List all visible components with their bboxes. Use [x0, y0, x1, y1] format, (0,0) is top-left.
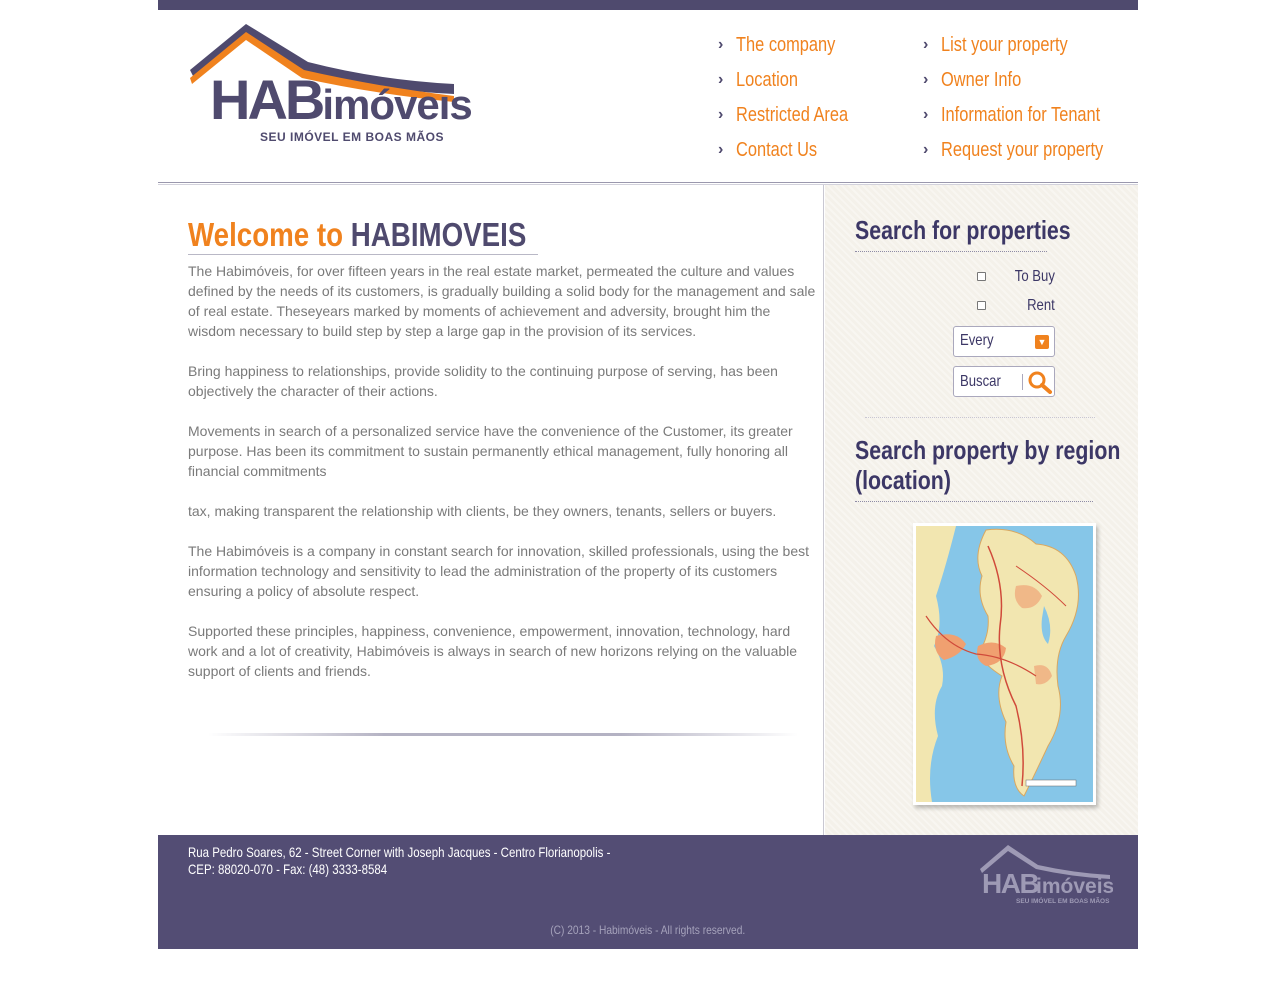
logo-wordmark: HABimóveis — [210, 68, 472, 131]
logo[interactable] — [188, 22, 472, 144]
region-title-underline — [855, 501, 1093, 502]
property-type-select[interactable] — [953, 326, 1055, 357]
chevron-right-icon: › — [718, 141, 724, 158]
title-underline — [188, 254, 538, 255]
nav-item-owner-info[interactable]: › Owner Info — [923, 69, 1022, 91]
main-content — [158, 185, 824, 835]
page — [158, 0, 1138, 949]
nav-item-location[interactable]: › Location — [718, 69, 799, 91]
search-box — [953, 366, 1055, 397]
search-input[interactable] — [960, 371, 1009, 393]
footer — [158, 835, 1138, 949]
chevron-right-icon: › — [923, 36, 929, 53]
nav-item-contact-us[interactable]: › Contact Us — [718, 139, 818, 161]
footer-logo-icon — [978, 843, 1113, 905]
header — [158, 10, 1138, 183]
svg-text:HAB: HAB — [982, 868, 1039, 899]
chevron-right-icon: › — [718, 71, 724, 88]
to-buy-checkbox[interactable] — [977, 272, 986, 281]
option-to-buy — [975, 267, 1055, 287]
island-map-icon — [916, 526, 1093, 802]
nav-item-restricted-area[interactable]: › Restricted Area — [718, 104, 849, 126]
search-title-underline — [855, 251, 1047, 252]
chevron-down-icon: ▼ — [1035, 335, 1049, 349]
svg-text:SEU IMÓVEL EM BOAS MÃOS: SEU IMÓVEL EM BOAS MÃOS — [1016, 898, 1110, 905]
nav-column-1 — [718, 32, 918, 172]
page-title: Welcome to HABIMOVEIS — [188, 216, 527, 253]
chevron-right-icon: › — [718, 106, 724, 123]
search-button[interactable] — [1027, 370, 1053, 394]
search-title: Search for properties — [855, 215, 1071, 245]
svg-text:imóveis: imóveis — [1036, 875, 1113, 898]
copyright: (C) 2013 - Habimóveis - All rights reserved. — [550, 923, 746, 937]
chevron-right-icon: › — [923, 71, 929, 88]
rent-label: Rent — [1027, 297, 1055, 314]
paragraph: The Habimóveis is a company in constant search for innovation, skilled professionals, using the best information technology and sensitivity to lead the administration of the property of its customers ensuring a policy of absolute respect. — [188, 543, 809, 599]
paragraph: Bring happiness to relationships, provide solidity to the continuing purpose of serving, has been objectively the character of their actions. — [188, 363, 778, 399]
chevron-right-icon: › — [718, 36, 724, 53]
region-title: Search property by region (location) — [855, 435, 1121, 495]
logo-tagline: SEU IMÓVEL EM BOAS MÃOS — [260, 130, 444, 144]
nav-item-request-your-property[interactable]: › Request your property — [923, 139, 1104, 161]
paragraph: The Habimóveis, for over fifteen years in the real estate market, permeated the culture and values defined by the needs of its customers, is gradually building a solid body for the management and sale of real estate. Theseyears marked by moments of achievement and adversity, brought him the wisdom necessary to build step by step a large gap in the provision of its services. — [188, 263, 816, 339]
footer-address: Rua Pedro Soares, 62 - Street Corner with Joseph Jacques - Centro Florianopolis - CEP: 88020-070 - Fax: (48) 3333-8584 — [188, 844, 611, 877]
sidebar-divider — [865, 417, 1095, 418]
sidebar — [825, 185, 1138, 835]
chevron-right-icon: › — [923, 141, 929, 158]
paragraph: tax, making transparent the relationship with clients, be they owners, tenants, sellers or buyers. — [188, 503, 777, 519]
search-icon — [1027, 370, 1053, 394]
nav-item-information-for-tenant[interactable]: › Information for Tenant — [923, 104, 1101, 126]
footer-logo — [978, 843, 1113, 905]
nav-column-2 — [923, 32, 1138, 172]
nav-item-the-company[interactable]: › The company — [718, 34, 836, 56]
paragraph: Supported these principles, happiness, convenience, empowerment, innovation, technology, hard work and a lot of creativity, Habimóveis is always in search of new horizons relying on the valuable support of clients and friends. — [188, 623, 798, 679]
about-text — [188, 261, 818, 701]
content-divider — [208, 733, 798, 736]
paragraph: Movements in search of a personalized service have the convenience of the Customer, its greater purpose. Has been its commitment to sustain permanently ethical management, fully honoring all financial commitments — [188, 423, 793, 479]
select-value: Every — [960, 332, 994, 349]
chevron-right-icon: › — [923, 106, 929, 123]
region-map[interactable] — [913, 523, 1096, 805]
search-separator — [1022, 374, 1023, 390]
option-rent — [975, 296, 1055, 316]
nav-item-list-your-property[interactable]: › List your property — [923, 34, 1068, 56]
top-bar — [158, 0, 1138, 10]
to-buy-label: To Buy — [1014, 268, 1055, 285]
rent-checkbox[interactable] — [977, 301, 986, 310]
